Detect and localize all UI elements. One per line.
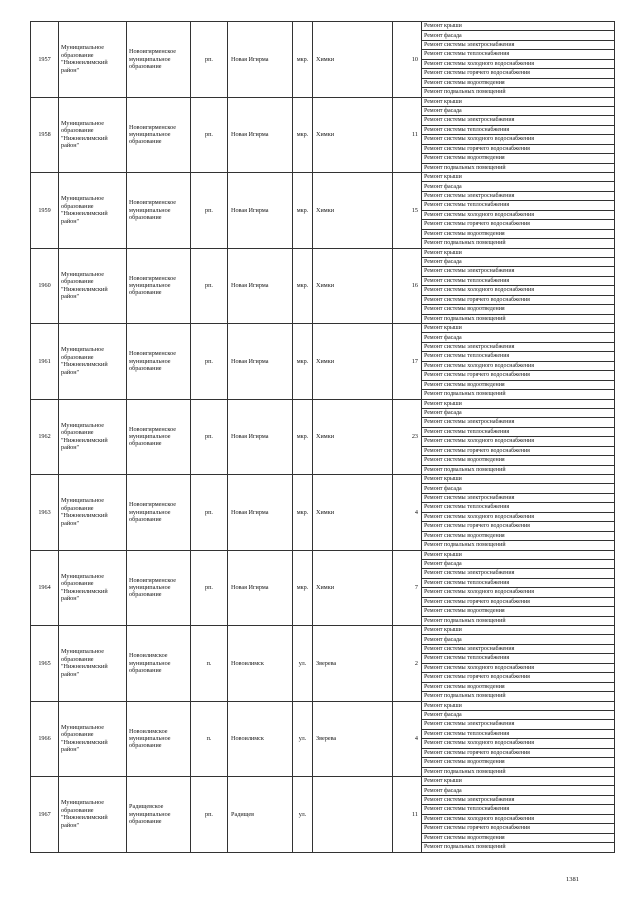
- work-type: Ремонт системы горячего водоснабжения: [422, 446, 615, 455]
- municipality-name: Муниципальное образование "Нижнеилимский район": [59, 22, 127, 98]
- municipality-name: Муниципальное образование "Нижнеилимский район": [59, 173, 127, 249]
- table-row: [31, 626, 615, 635]
- locality-type: п.: [191, 626, 228, 702]
- work-type: Ремонт подвальных помещений: [422, 616, 615, 625]
- work-type: Ремонт системы холодного водоснабжения: [422, 814, 615, 823]
- settlement-name: Новоигирменское муниципальное образование: [127, 97, 191, 173]
- work-type: Ремонт системы горячего водоснабжения: [422, 673, 615, 682]
- locality-type: рп.: [191, 22, 228, 98]
- record-number: 1960: [31, 248, 59, 324]
- work-type: Ремонт фасада: [422, 182, 615, 191]
- table-row: [31, 701, 615, 710]
- work-type: Ремонт системы холодного водоснабжения: [422, 437, 615, 446]
- house-number: 17: [393, 324, 422, 400]
- work-type: Ремонт системы холодного водоснабжения: [422, 210, 615, 219]
- work-type: Ремонт системы электроснабжения: [422, 191, 615, 200]
- work-type: Ремонт фасада: [422, 635, 615, 644]
- settlement-name: Новоигирменское муниципальное образование: [127, 550, 191, 626]
- work-type: Ремонт системы водоотведения: [422, 78, 615, 87]
- locality-type: рп.: [191, 324, 228, 400]
- work-type: Ремонт системы теплоснабжения: [422, 276, 615, 285]
- record-number: 1962: [31, 399, 59, 475]
- locality-type: рп.: [191, 550, 228, 626]
- work-type: Ремонт системы водоотведения: [422, 380, 615, 389]
- work-type: Ремонт фасада: [422, 408, 615, 417]
- table-row: [31, 550, 615, 559]
- work-type: Ремонт подвальных помещений: [422, 88, 615, 97]
- record-number: 1967: [31, 777, 59, 853]
- work-type: Ремонт фасада: [422, 31, 615, 40]
- work-type: Ремонт подвальных помещений: [422, 239, 615, 248]
- work-type: Ремонт крыши: [422, 324, 615, 333]
- record-number: 1961: [31, 324, 59, 400]
- work-type: Ремонт системы водоотведения: [422, 229, 615, 238]
- street-type: ул.: [293, 777, 313, 853]
- work-type: Ремонт системы водоотведения: [422, 154, 615, 163]
- house-number: 10: [393, 22, 422, 98]
- settlement-name: Новоилимское муниципальное образование: [127, 701, 191, 777]
- work-type: Ремонт фасада: [422, 333, 615, 342]
- work-type: Ремонт системы теплоснабжения: [422, 352, 615, 361]
- work-type: Ремонт крыши: [422, 97, 615, 106]
- locality-name: Новоилимск: [228, 701, 293, 777]
- work-type: Ремонт системы холодного водоснабжения: [422, 663, 615, 672]
- work-type: Ремонт системы горячего водоснабжения: [422, 597, 615, 606]
- street-name: Химки: [313, 22, 393, 98]
- work-type: Ремонт системы горячего водоснабжения: [422, 371, 615, 380]
- locality-type: рп.: [191, 777, 228, 853]
- street-name: Химки: [313, 399, 393, 475]
- work-type: Ремонт подвальных помещений: [422, 314, 615, 323]
- work-type: Ремонт крыши: [422, 22, 615, 31]
- municipality-name: Муниципальное образование "Нижнеилимский район": [59, 475, 127, 551]
- locality-type: рп.: [191, 475, 228, 551]
- work-type: Ремонт крыши: [422, 550, 615, 559]
- work-type: Ремонт системы холодного водоснабжения: [422, 512, 615, 521]
- work-type: Ремонт системы холодного водоснабжения: [422, 135, 615, 144]
- work-type: Ремонт системы горячего водоснабжения: [422, 748, 615, 757]
- street-name: Зверева: [313, 701, 393, 777]
- street-name: Химки: [313, 248, 393, 324]
- work-type: Ремонт системы электроснабжения: [422, 342, 615, 351]
- work-type: Ремонт системы теплоснабжения: [422, 729, 615, 738]
- table-row: [31, 173, 615, 182]
- settlement-name: Радищевское муниципальное образование: [127, 777, 191, 853]
- locality-name: Новая Игирма: [228, 324, 293, 400]
- locality-name: Новая Игирма: [228, 248, 293, 324]
- work-type: Ремонт подвальных помещений: [422, 465, 615, 474]
- street-type: мкр.: [293, 550, 313, 626]
- work-type: Ремонт системы электроснабжения: [422, 569, 615, 578]
- settlement-name: Новоигирменское муниципальное образование: [127, 248, 191, 324]
- work-type: Ремонт системы горячего водоснабжения: [422, 144, 615, 153]
- street-type: мкр.: [293, 248, 313, 324]
- work-type: Ремонт фасада: [422, 786, 615, 795]
- locality-name: Новая Игирма: [228, 173, 293, 249]
- table-row: [31, 22, 615, 31]
- record-number: 1959: [31, 173, 59, 249]
- work-type: Ремонт системы теплоснабжения: [422, 654, 615, 663]
- house-number: 16: [393, 248, 422, 324]
- settlement-name: Новоилимское муниципальное образование: [127, 626, 191, 702]
- work-type: Ремонт подвальных помещений: [422, 541, 615, 550]
- work-type: Ремонт системы электроснабжения: [422, 116, 615, 125]
- house-number: 23: [393, 399, 422, 475]
- house-number: 4: [393, 475, 422, 551]
- work-type: Ремонт системы холодного водоснабжения: [422, 588, 615, 597]
- work-type: Ремонт фасада: [422, 710, 615, 719]
- record-number: 1958: [31, 97, 59, 173]
- work-type: Ремонт системы электроснабжения: [422, 493, 615, 502]
- house-number: 11: [393, 97, 422, 173]
- work-type: Ремонт подвальных помещений: [422, 843, 615, 852]
- house-number: 15: [393, 173, 422, 249]
- locality-type: рп.: [191, 97, 228, 173]
- work-type: Ремонт системы водоотведения: [422, 531, 615, 540]
- settlement-name: Новоигирменское муниципальное образование: [127, 22, 191, 98]
- locality-name: Новая Игирма: [228, 97, 293, 173]
- table-row: [31, 97, 615, 106]
- street-type: ул.: [293, 701, 313, 777]
- work-type: Ремонт крыши: [422, 701, 615, 710]
- street-type: мкр.: [293, 475, 313, 551]
- street-name: Зверева: [313, 626, 393, 702]
- table-row: [31, 324, 615, 333]
- municipality-name: Муниципальное образование "Нижнеилимский район": [59, 97, 127, 173]
- street-name: [313, 777, 393, 853]
- work-type: Ремонт фасада: [422, 106, 615, 115]
- work-type: Ремонт системы холодного водоснабжения: [422, 361, 615, 370]
- street-name: Химки: [313, 97, 393, 173]
- record-number: 1963: [31, 475, 59, 551]
- work-type: Ремонт системы водоотведения: [422, 305, 615, 314]
- work-type: Ремонт системы водоотведения: [422, 758, 615, 767]
- municipality-name: Муниципальное образование "Нижнеилимский район": [59, 550, 127, 626]
- locality-type: рп.: [191, 248, 228, 324]
- work-type: Ремонт фасада: [422, 257, 615, 266]
- work-type: Ремонт крыши: [422, 626, 615, 635]
- work-type: Ремонт системы теплоснабжения: [422, 805, 615, 814]
- table-row: [31, 399, 615, 408]
- municipality-name: Муниципальное образование "Нижнеилимский район": [59, 324, 127, 400]
- work-type: Ремонт системы водоотведения: [422, 833, 615, 842]
- work-type: Ремонт подвальных помещений: [422, 692, 615, 701]
- street-type: мкр.: [293, 97, 313, 173]
- street-type: мкр.: [293, 22, 313, 98]
- work-type: Ремонт подвальных помещений: [422, 163, 615, 172]
- record-number: 1964: [31, 550, 59, 626]
- work-type: Ремонт системы теплоснабжения: [422, 201, 615, 210]
- locality-type: рп.: [191, 173, 228, 249]
- work-type: Ремонт системы теплоснабжения: [422, 50, 615, 59]
- work-type: Ремонт подвальных помещений: [422, 767, 615, 776]
- settlement-name: Новоигирменское муниципальное образование: [127, 324, 191, 400]
- municipality-name: Муниципальное образование "Нижнеилимский район": [59, 399, 127, 475]
- table-body: [31, 22, 615, 853]
- work-type: Ремонт системы электроснабжения: [422, 40, 615, 49]
- work-type: Ремонт системы холодного водоснабжения: [422, 739, 615, 748]
- work-type: Ремонт системы горячего водоснабжения: [422, 295, 615, 304]
- work-type: Ремонт системы холодного водоснабжения: [422, 286, 615, 295]
- work-type: Ремонт системы теплоснабжения: [422, 427, 615, 436]
- house-number: 4: [393, 701, 422, 777]
- work-type: Ремонт системы водоотведения: [422, 456, 615, 465]
- table-row: [31, 475, 615, 484]
- repair-program-table: [30, 21, 615, 853]
- work-type: Ремонт системы электроснабжения: [422, 418, 615, 427]
- municipality-name: Муниципальное образование "Нижнеилимский район": [59, 701, 127, 777]
- locality-name: Новая Игирма: [228, 399, 293, 475]
- work-type: Ремонт системы горячего водоснабжения: [422, 824, 615, 833]
- locality-name: Новая Игирма: [228, 22, 293, 98]
- work-type: Ремонт системы горячего водоснабжения: [422, 220, 615, 229]
- work-type: Ремонт системы холодного водоснабжения: [422, 59, 615, 68]
- locality-name: Радищев: [228, 777, 293, 853]
- work-type: Ремонт крыши: [422, 475, 615, 484]
- settlement-name: Новоигирменское муниципальное образование: [127, 399, 191, 475]
- municipality-name: Муниципальное образование "Нижнеилимский район": [59, 626, 127, 702]
- municipality-name: Муниципальное образование "Нижнеилимский район": [59, 777, 127, 853]
- locality-name: Новоилимск: [228, 626, 293, 702]
- work-type: Ремонт системы горячего водоснабжения: [422, 69, 615, 78]
- work-type: Ремонт фасада: [422, 484, 615, 493]
- street-name: Химки: [313, 173, 393, 249]
- settlement-name: Новоигирменское муниципальное образование: [127, 475, 191, 551]
- work-type: Ремонт системы электроснабжения: [422, 644, 615, 653]
- work-type: Ремонт системы теплоснабжения: [422, 125, 615, 134]
- record-number: 1957: [31, 22, 59, 98]
- locality-type: п.: [191, 701, 228, 777]
- work-type: Ремонт системы водоотведения: [422, 607, 615, 616]
- record-number: 1965: [31, 626, 59, 702]
- work-type: Ремонт системы электроснабжения: [422, 267, 615, 276]
- street-name: Химки: [313, 550, 393, 626]
- work-type: Ремонт системы теплоснабжения: [422, 578, 615, 587]
- street-name: Химки: [313, 475, 393, 551]
- work-type: Ремонт системы электроснабжения: [422, 795, 615, 804]
- settlement-name: Новоигирменское муниципальное образование: [127, 173, 191, 249]
- work-type: Ремонт подвальных помещений: [422, 390, 615, 399]
- house-number: 7: [393, 550, 422, 626]
- work-type: Ремонт крыши: [422, 777, 615, 786]
- house-number: 11: [393, 777, 422, 853]
- locality-name: Новая Игирма: [228, 550, 293, 626]
- table-row: [31, 777, 615, 786]
- table-row: [31, 248, 615, 257]
- locality-name: Новая Игирма: [228, 475, 293, 551]
- work-type: Ремонт системы электроснабжения: [422, 720, 615, 729]
- house-number: 2: [393, 626, 422, 702]
- page-number: 1381: [566, 876, 579, 883]
- record-number: 1966: [31, 701, 59, 777]
- work-type: Ремонт крыши: [422, 248, 615, 257]
- work-type: Ремонт системы горячего водоснабжения: [422, 522, 615, 531]
- work-type: Ремонт системы теплоснабжения: [422, 503, 615, 512]
- street-type: мкр.: [293, 324, 313, 400]
- work-type: Ремонт фасада: [422, 559, 615, 568]
- street-name: Химки: [313, 324, 393, 400]
- street-type: мкр.: [293, 399, 313, 475]
- street-type: ул.: [293, 626, 313, 702]
- work-type: Ремонт системы водоотведения: [422, 682, 615, 691]
- municipality-name: Муниципальное образование "Нижнеилимский район": [59, 248, 127, 324]
- work-type: Ремонт крыши: [422, 399, 615, 408]
- locality-type: рп.: [191, 399, 228, 475]
- work-type: Ремонт крыши: [422, 173, 615, 182]
- street-type: мкр.: [293, 173, 313, 249]
